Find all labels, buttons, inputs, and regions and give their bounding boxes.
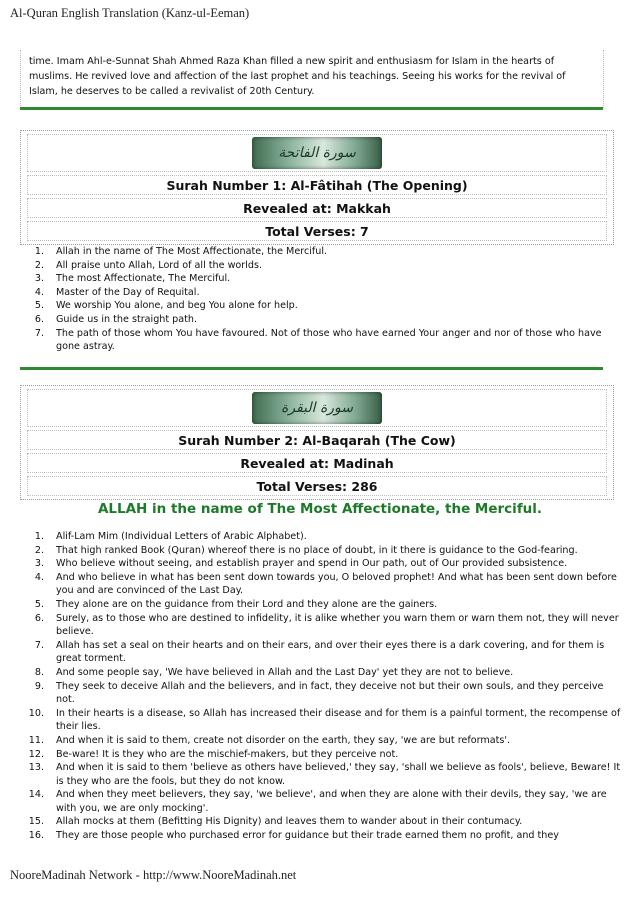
- verse-number: 2.: [34, 544, 44, 556]
- verse-text: And who believe in what has been sent down towards you, O beloved prophet! And what has been sent down before you and are convinced of the Last Day.: [56, 571, 617, 597]
- verse-number: 15.: [28, 816, 44, 828]
- verse-item: [14, 639, 622, 666]
- verse-item: [14, 815, 622, 829]
- verse-item: [14, 680, 622, 707]
- verse-text: The path of those whom You have favoured. Not of those who have earned Your anger and nor of those who have gone astray.: [56, 327, 602, 353]
- verse-text: All praise unto Allah, Lord of all the worlds.: [56, 259, 263, 271]
- verse-number: 8.: [34, 666, 44, 678]
- verse-text: Alif-Lam Mim (Individual Letters of Arabic Alphabet).: [56, 531, 307, 542]
- surah-1-banner-text: سورة الفاتحة: [278, 145, 356, 161]
- verse-item: [14, 272, 622, 286]
- verse-item: [14, 598, 622, 612]
- verse-item: [14, 327, 622, 354]
- surah-1-banner-cell: [27, 134, 607, 172]
- verse-number: 4.: [34, 286, 44, 298]
- bismillah-heading: ALLAH in the name of The Most Affectionate, the Merciful.: [97, 501, 543, 517]
- verse-item: [14, 259, 622, 273]
- verse-item: [14, 286, 622, 300]
- surah-2-revealed: Revealed at: Madinah: [27, 453, 607, 473]
- verse-number: 7.: [34, 639, 44, 651]
- verse-item: [14, 829, 622, 843]
- verse-number: 10.: [28, 707, 44, 719]
- surah-1-header: [20, 130, 614, 245]
- verse-text: And when it is said to them 'believe as others have believed,' they say, 'shall we believe as fools', believe, Beware! It is they who are the fools, but they do not know.: [56, 762, 621, 787]
- verse-item: [14, 761, 622, 788]
- intro-paragraph: time. Imam Ahl-e-Sunnat Shah Ahmed Raza Khan filled a new spirit and enthusiasm for Islam in the hearts of muslims. He revived love and affection of the last prophet and his teachings. Seeing his works for the revival of Islam, he deserves to be called a revivalist of 20th Century.: [20, 50, 604, 108]
- verse-number: 13.: [28, 762, 44, 774]
- surah-1-total-verses: Total Verses: 7: [27, 221, 607, 241]
- verse-text: The most Affectionate, The Merciful.: [56, 273, 231, 285]
- verse-number: 3.: [34, 558, 44, 570]
- verse-number: 1.: [34, 531, 44, 542]
- verse-item: [14, 544, 622, 558]
- verse-text: They are those people who purchased error for guidance but their trade earned them no profit, and they: [56, 830, 559, 842]
- surah-1-calligraphy-banner: [252, 137, 382, 169]
- verse-number: 4.: [34, 571, 44, 583]
- verse-item: [14, 707, 622, 734]
- verse-text: They alone are on the guidance from their Lord and they alone are the gainers.: [56, 598, 438, 610]
- verse-text: Be-ware! It is they who are the mischief-makers, but they perceive not.: [56, 748, 399, 760]
- verse-number: 6.: [34, 612, 44, 624]
- verse-text: Master of the Day of Requital.: [56, 286, 200, 298]
- verse-item: [14, 666, 622, 680]
- surah-2-total-verses: Total Verses: 286: [27, 476, 607, 496]
- verse-number: 16.: [28, 830, 44, 842]
- verse-text: Allah in the name of The Most Affectionate, the Merciful.: [56, 246, 328, 257]
- surah-2-verse-list: [14, 530, 622, 843]
- verse-text: In their hearts is a disease, so Allah has increased their disease and for them is a painful torment, the recompense of their lies.: [56, 707, 621, 733]
- surah-1-revealed: Revealed at: Makkah: [27, 198, 607, 218]
- verse-text: And when they meet believers, they say, 'we believe', and when they are alone with their devils, they say, 'we are with you, we are only mocking'.: [56, 789, 607, 814]
- verse-item: [14, 734, 622, 748]
- verse-text: Who believe without seeing, and establish prayer and spend in Our path, out of Our provided subsistence.: [56, 558, 568, 570]
- surah-2-banner-cell: [27, 389, 607, 427]
- verse-item: [14, 788, 622, 815]
- verse-number: 1.: [34, 246, 44, 257]
- verse-number: 12.: [28, 748, 44, 760]
- verse-text: Allah mocks at them (Befitting His Dignity) and leaves them to wander about in their contumacy.: [56, 816, 523, 828]
- verse-item: [14, 557, 622, 571]
- surah-2-title: Surah Number 2: Al-Baqarah (The Cow): [27, 430, 607, 450]
- verse-text: That high ranked Book (Quran) whereof there is no place of doubt, in it there is guidance to the God-fearing.: [56, 544, 578, 556]
- verse-number: 3.: [34, 273, 44, 285]
- page-header: Al-Quran English Translation (Kanz-ul-Eeman): [10, 6, 250, 20]
- verse-item: [14, 299, 622, 313]
- verse-text: Surely, as to those who are destined to infidelity, it is alike whether you warn them or warn them not, they will never believe.: [56, 612, 619, 638]
- verse-item: [14, 313, 622, 327]
- verse-text: Guide us in the straight path.: [56, 313, 198, 325]
- surah-2-header: [20, 385, 614, 500]
- verse-text: And when it is said to them, create not disorder on the earth, they say, 'we are but reformats'.: [56, 734, 511, 746]
- surah-2-calligraphy-banner: [252, 392, 382, 424]
- verse-number: 6.: [34, 313, 44, 325]
- page-footer: NooreMadinah Network - http://www.NooreMadinah.net: [10, 868, 297, 882]
- verse-number: 5.: [34, 300, 44, 312]
- surah-1-verse-list: [14, 245, 622, 354]
- surah-1-title: Surah Number 1: Al-Fâtihah (The Opening): [27, 175, 607, 195]
- verse-item: [14, 748, 622, 762]
- verse-number: 5.: [34, 598, 44, 610]
- verse-item: [14, 530, 622, 544]
- verse-number: 9.: [34, 680, 44, 692]
- divider: [20, 367, 603, 370]
- surah-2-banner-text: سورة البقرة: [280, 400, 354, 416]
- verse-item: [14, 571, 622, 598]
- verse-text: And some people say, 'We have believed in Allah and the Last Day' yet they are not to believe.: [56, 666, 514, 678]
- divider: [20, 107, 603, 110]
- verse-number: 11.: [28, 734, 44, 746]
- verse-text: We worship You alone, and beg You alone for help.: [56, 300, 298, 312]
- verse-number: 14.: [28, 789, 44, 801]
- verse-item: [14, 612, 622, 639]
- verse-number: 7.: [34, 327, 44, 339]
- verse-text: They seek to deceive Allah and the believers, and in fact, they deceive not but their own souls, and they perceive not.: [56, 680, 604, 706]
- verse-text: Allah has set a seal on their hearts and on their ears, and over their eyes there is a dark covering, and for them is great torment.: [56, 639, 605, 665]
- verse-item: [14, 245, 622, 259]
- verse-number: 2.: [34, 259, 44, 271]
